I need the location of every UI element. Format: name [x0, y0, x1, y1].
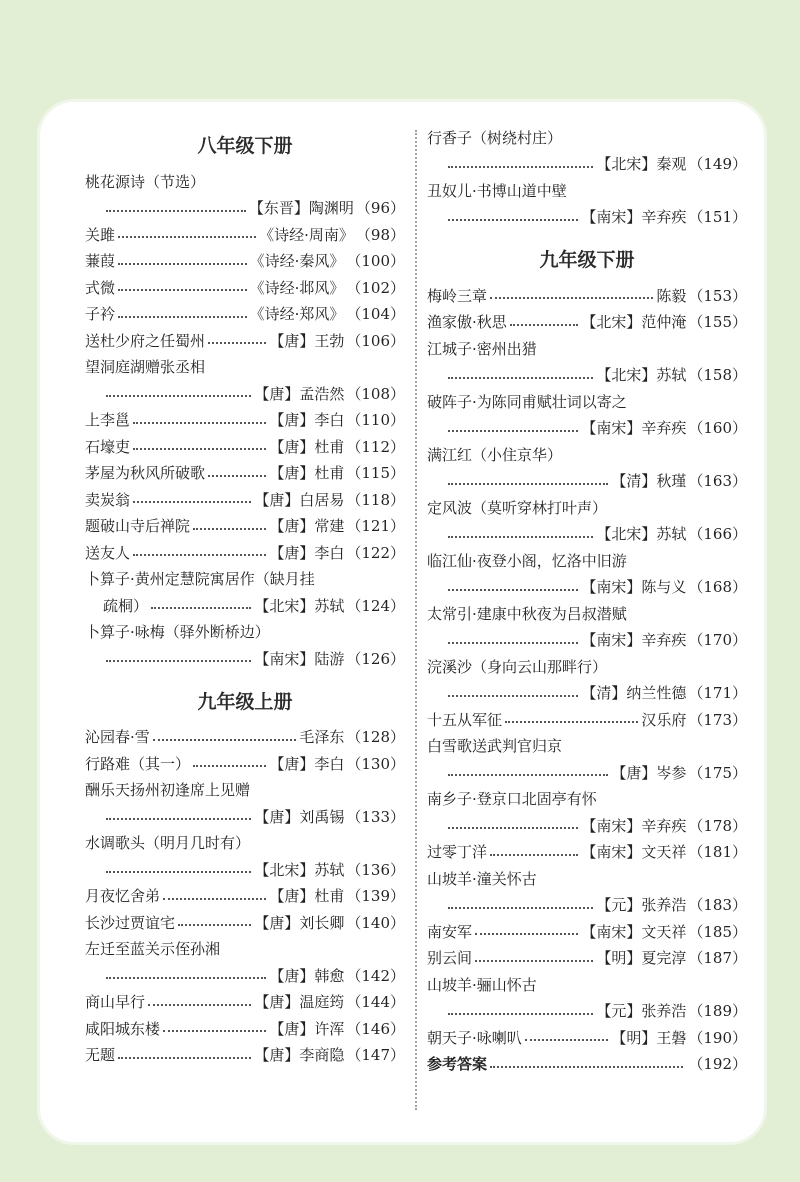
page-number: （104） [346, 305, 405, 324]
toc-entry[interactable] [85, 592, 405, 619]
leader-dots [448, 589, 578, 591]
poem-title: 咸阳城东楼 [85, 1019, 161, 1038]
poem-author: 【清】纳兰性德 [581, 684, 687, 703]
page-number: （173） [688, 710, 747, 729]
toc-entry[interactable] [85, 327, 405, 354]
page-number: （122） [346, 543, 405, 562]
leader-dots [133, 501, 251, 503]
page-number: （192） [688, 1055, 747, 1074]
poem-title: 望洞庭湖赠张丞相 [85, 358, 206, 377]
toc-entry[interactable] [85, 539, 405, 566]
poem-title: 关雎 [85, 225, 116, 244]
toc-entry[interactable] [427, 706, 747, 733]
leader-dots [106, 818, 251, 820]
poem-title: 沁园春·雪 [85, 728, 150, 747]
toc-entry[interactable] [427, 839, 747, 866]
page-number: （190） [688, 1028, 747, 1047]
poem-author: 【唐】孟浩然 [254, 384, 345, 403]
leader-dots [448, 483, 608, 485]
toc-entry[interactable] [85, 724, 405, 751]
poem-author: 【唐】白居易 [254, 490, 345, 509]
toc-title-line[interactable] [427, 547, 747, 574]
toc-entry[interactable] [85, 962, 405, 989]
poem-title: 卜算子·咏梅（驿外断桥边） [85, 623, 270, 642]
leader-dots [151, 607, 251, 609]
poem-author: 【唐】温庭筠 [254, 993, 345, 1012]
toc-entry[interactable] [427, 468, 747, 495]
toc-entry[interactable] [85, 221, 405, 248]
poem-title: 十五从军征 [427, 710, 503, 729]
poem-author: 【东晋】陶渊明 [248, 199, 354, 218]
poem-title: 参考答案 [427, 1055, 488, 1074]
poem-author: 【唐】许浑 [269, 1019, 345, 1038]
poem-author: 【北宋】秦观 [596, 155, 687, 174]
poem-title: 渔家傲·秋思 [427, 313, 507, 332]
poem-author: 【南宋】陆游 [254, 649, 345, 668]
poem-title: 卜算子·黄州定慧院寓居作（缺月挂 [85, 570, 315, 589]
toc-title-line[interactable] [85, 936, 405, 963]
poem-title: 商山早行 [85, 993, 146, 1012]
toc-entry[interactable] [85, 989, 405, 1016]
poem-title: 破阵子·为陈同甫赋壮词以寄之 [427, 392, 627, 411]
leader-dots [490, 1066, 683, 1068]
page-number: （153） [688, 286, 747, 305]
poem-title: 送友人 [85, 543, 131, 562]
leader-dots [106, 395, 251, 397]
page-number: （171） [688, 684, 747, 703]
poem-title: 水调歌头（明月几时有） [85, 834, 251, 853]
page-number: （121） [346, 517, 405, 536]
leader-dots [153, 739, 297, 741]
toc-entry[interactable] [85, 274, 405, 301]
toc-entry[interactable] [427, 309, 747, 336]
leader-dots [448, 774, 608, 776]
page-number: （189） [688, 1002, 747, 1021]
toc-entry[interactable] [427, 521, 747, 548]
leader-dots [448, 695, 578, 697]
poem-author: 【清】秋瑾 [611, 472, 687, 491]
page-number: （110） [346, 411, 405, 430]
toc-title-line[interactable] [427, 733, 747, 760]
poem-author: 【唐】李商隐 [254, 1046, 345, 1065]
leader-dots [106, 210, 246, 212]
leader-dots [448, 219, 578, 221]
page-number: （160） [688, 419, 747, 438]
page-number: （163） [688, 472, 747, 491]
page-number: （146） [346, 1019, 405, 1038]
toc-entry[interactable] [427, 892, 747, 919]
poem-author: 毛泽东 [299, 728, 345, 747]
poem-title: 蒹葭 [85, 252, 116, 271]
leader-dots [208, 342, 266, 344]
poem-title: 山坡羊·骊山怀古 [427, 975, 537, 994]
leader-dots [448, 536, 593, 538]
poem-author: 【唐】李白 [269, 411, 345, 430]
toc-title-line[interactable] [427, 388, 747, 415]
page-number: （126） [346, 649, 405, 668]
toc-entry[interactable] [85, 803, 405, 830]
poem-title: 卖炭翁 [85, 490, 131, 509]
poem-title: 桃花源诗（节选） [85, 172, 206, 191]
toc-entry[interactable] [85, 460, 405, 487]
poem-title: 送杜少府之任蜀州 [85, 331, 206, 350]
poem-title: 酬乐天扬州初逢席上见赠 [85, 781, 251, 800]
poem-title: 太常引·建康中秋夜为吕叔潜赋 [427, 604, 627, 623]
page-number: （166） [688, 525, 747, 544]
poem-author: 【南宋】陈与义 [581, 578, 687, 597]
poem-author: 【唐】王勃 [269, 331, 345, 350]
toc-entry[interactable] [85, 909, 405, 936]
page-number: （100） [346, 252, 405, 271]
page-number: （142） [346, 966, 405, 985]
poem-title: 月夜忆舍弟 [85, 887, 161, 906]
page-number: （108） [346, 384, 405, 403]
poem-title: 过零丁洋 [427, 843, 488, 862]
poem-title: 临江仙·夜登小阁，忆洛中旧游 [427, 551, 627, 570]
poem-author: 【唐】常建 [269, 517, 345, 536]
leader-dots [448, 907, 593, 909]
leader-dots [133, 554, 266, 556]
poem-title: 南安军 [427, 922, 473, 941]
toc-title-line[interactable] [427, 786, 747, 813]
page-number: （118） [346, 490, 405, 509]
page-number: （149） [688, 155, 747, 174]
toc-title-line[interactable] [427, 177, 747, 204]
toc-title-line[interactable] [427, 494, 747, 521]
poem-author: 【明】夏完淳 [596, 949, 687, 968]
toc-entry[interactable] [85, 750, 405, 777]
toc-title-line[interactable] [427, 124, 747, 151]
page-number: （139） [346, 887, 405, 906]
toc-title-line[interactable] [427, 865, 747, 892]
poem-author: 陈毅 [656, 286, 687, 305]
poem-title: 梅岭三章 [427, 286, 488, 305]
toc-entry[interactable] [427, 204, 747, 231]
left-column [85, 124, 405, 1068]
poem-author: 【明】王磐 [611, 1028, 687, 1047]
leader-dots [106, 660, 251, 662]
page-number: （136） [346, 860, 405, 879]
leader-dots [118, 236, 256, 238]
page-number: （175） [688, 763, 747, 782]
leader-dots [148, 1004, 251, 1006]
poem-author: 汉乐府 [641, 710, 687, 729]
poem-title: 丑奴儿·书博山道中壁 [427, 181, 567, 200]
page-number: （130） [346, 754, 405, 773]
toc-entry[interactable] [85, 883, 405, 910]
leader-dots [163, 898, 266, 900]
poem-author: 【南宋】辛弃疾 [581, 419, 687, 438]
poem-title: 茅屋为秋风所破歌 [85, 464, 206, 483]
toc-title-line[interactable] [85, 777, 405, 804]
toc-title-line[interactable] [85, 830, 405, 857]
poem-title: 江城子·密州出猎 [427, 339, 537, 358]
toc-entry[interactable] [427, 812, 747, 839]
page-number: （178） [688, 816, 747, 835]
page-number: （183） [688, 896, 747, 915]
toc-entry[interactable] [427, 945, 747, 972]
poem-title: 白雪歌送武判官归京 [427, 737, 563, 756]
poem-author: 【唐】李白 [269, 543, 345, 562]
poem-title: 题破山寺后禅院 [85, 517, 191, 536]
page-number: （128） [346, 728, 405, 747]
toc-title-line[interactable] [427, 441, 747, 468]
poem-author: 【唐】杜甫 [269, 887, 345, 906]
page-number: （115） [346, 464, 405, 483]
leader-dots [118, 289, 247, 291]
toc-title-line[interactable] [85, 354, 405, 381]
poem-author: 【北宋】苏轼 [596, 525, 687, 544]
leader-dots [505, 721, 638, 723]
leader-dots [490, 297, 653, 299]
poem-title: 满江红（小住京华） [427, 445, 563, 464]
toc-entry[interactable] [427, 759, 747, 786]
toc-entry[interactable] [85, 1042, 405, 1069]
poem-author: 【唐】杜甫 [269, 464, 345, 483]
toc-entry[interactable] [427, 362, 747, 389]
poem-author: 《诗经·郑风》 [249, 305, 345, 324]
poem-author: 【南宋】辛弃疾 [581, 816, 687, 835]
toc-title-line[interactable] [85, 168, 405, 195]
page-number: （185） [688, 922, 747, 941]
poem-author: 【南宋】辛弃疾 [581, 631, 687, 650]
poem-title: 左迁至蓝关示侄孙湘 [85, 940, 221, 959]
page-number: （181） [688, 843, 747, 862]
leader-dots [133, 422, 266, 424]
toc-entry[interactable] [85, 513, 405, 540]
poem-title: 南乡子·登京口北固亭有怀 [427, 790, 597, 809]
leader-dots [208, 475, 266, 477]
toc-entry[interactable] [85, 433, 405, 460]
toc-entry[interactable] [427, 1024, 747, 1051]
poem-title: 山坡羊·潼关怀古 [427, 869, 537, 888]
poem-author: 【北宋】苏轼 [254, 596, 345, 615]
poem-author: 【南宋】文天祥 [581, 843, 687, 862]
poem-author: 【唐】李白 [269, 754, 345, 773]
toc-title-line[interactable] [427, 653, 747, 680]
leader-dots [133, 448, 266, 450]
poem-author: 《诗经·周南》 [259, 225, 354, 244]
leader-dots [106, 871, 251, 873]
toc-entry[interactable] [427, 574, 747, 601]
page-number: （168） [688, 578, 747, 597]
page-number: （98） [355, 225, 405, 244]
toc-title-line[interactable] [85, 619, 405, 646]
poem-title: 子衿 [85, 305, 116, 324]
poem-author: 【南宋】文天祥 [581, 922, 687, 941]
poem-title: 行路难（其一） [85, 754, 191, 773]
section-heading: 八年级下册 [197, 135, 293, 157]
toc-entry[interactable] [427, 282, 747, 309]
leader-dots [525, 1039, 609, 1041]
page-number: （140） [346, 913, 405, 932]
toc-entry[interactable] [85, 301, 405, 328]
poem-author: 【南宋】辛弃疾 [581, 208, 687, 227]
toc-entry[interactable] [85, 195, 405, 222]
leader-dots [475, 933, 578, 935]
leader-dots [448, 430, 578, 432]
page-number: （158） [688, 366, 747, 385]
toc-entry[interactable] [85, 380, 405, 407]
page-number: （151） [688, 208, 747, 227]
leader-dots [118, 263, 247, 265]
leader-dots [448, 166, 593, 168]
toc-entry[interactable] [85, 486, 405, 513]
leader-dots [448, 1013, 593, 1015]
poem-author: 《诗经·秦风》 [249, 252, 345, 271]
leader-dots [510, 324, 579, 326]
section-heading: 九年级下册 [539, 249, 635, 271]
toc-entry[interactable] [85, 645, 405, 672]
poem-author: 【唐】杜甫 [269, 437, 345, 456]
leader-dots [118, 1057, 251, 1059]
leader-dots [448, 377, 593, 379]
leader-dots [193, 765, 266, 767]
page-number: （133） [346, 807, 405, 826]
page-number: （155） [688, 313, 747, 332]
poem-author: 【北宋】苏轼 [254, 860, 345, 879]
page-number: （147） [346, 1046, 405, 1065]
poem-author: 【北宋】范仲淹 [581, 313, 687, 332]
page-number: （187） [688, 949, 747, 968]
toc-entry[interactable] [427, 998, 747, 1025]
leader-dots [475, 960, 593, 962]
poem-title: 上李邕 [85, 411, 131, 430]
poem-author: 【唐】刘长卿 [254, 913, 345, 932]
poem-author: 【唐】韩愈 [269, 966, 345, 985]
toc-entry[interactable] [85, 856, 405, 883]
poem-title: 行香子（树绕村庄） [427, 128, 563, 147]
page-number: （112） [346, 437, 405, 456]
leader-dots [490, 854, 578, 856]
toc-title-line[interactable] [427, 600, 747, 627]
poem-title: 长沙过贾谊宅 [85, 913, 176, 932]
page-number: （96） [355, 199, 405, 218]
toc-entry[interactable] [427, 918, 747, 945]
leader-dots [448, 827, 578, 829]
section-heading: 九年级上册 [197, 690, 293, 713]
poem-title: 疏桐） [103, 596, 149, 615]
poem-author: 【唐】刘禹锡 [254, 807, 345, 826]
toc-entry[interactable] [85, 1015, 405, 1042]
page-number: （102） [346, 278, 405, 297]
toc-title-line[interactable] [85, 566, 405, 593]
leader-dots [448, 642, 578, 644]
poem-title: 定风波（莫听穿林打叶声） [427, 498, 608, 517]
answer-key-entry[interactable] [427, 1051, 747, 1078]
right-column [427, 124, 747, 1077]
page-number: （170） [688, 631, 747, 650]
column-divider [415, 130, 417, 1110]
poem-title: 朝天子·咏喇叭 [427, 1028, 522, 1047]
leader-dots [118, 316, 247, 318]
poem-title: 石壕吏 [85, 437, 131, 456]
poem-title: 式微 [85, 278, 116, 297]
leader-dots [178, 924, 251, 926]
poem-author: 【北宋】苏轼 [596, 366, 687, 385]
toc-entry[interactable] [427, 627, 747, 654]
leader-dots [193, 528, 266, 530]
toc-title-line[interactable] [427, 971, 747, 998]
poem-title: 别云间 [427, 949, 473, 968]
leader-dots [163, 1030, 266, 1032]
toc-entry[interactable] [427, 680, 747, 707]
poem-title: 无题 [85, 1046, 116, 1065]
toc-entry[interactable] [427, 151, 747, 178]
poem-author: 《诗经·邶风》 [249, 278, 345, 297]
toc-title-line[interactable] [427, 335, 747, 362]
leader-dots [106, 977, 266, 979]
toc-entry[interactable] [427, 415, 747, 442]
page-number: （124） [346, 596, 405, 615]
poem-author: 【元】张养浩 [596, 896, 687, 915]
poem-author: 【唐】岑参 [611, 763, 687, 782]
toc-entry[interactable] [85, 248, 405, 275]
page-number: （106） [346, 331, 405, 350]
page-number: （144） [346, 993, 405, 1012]
poem-author: 【元】张养浩 [596, 1002, 687, 1021]
toc-entry[interactable] [85, 407, 405, 434]
poem-title: 浣溪沙（身向云山那畔行） [427, 657, 608, 676]
